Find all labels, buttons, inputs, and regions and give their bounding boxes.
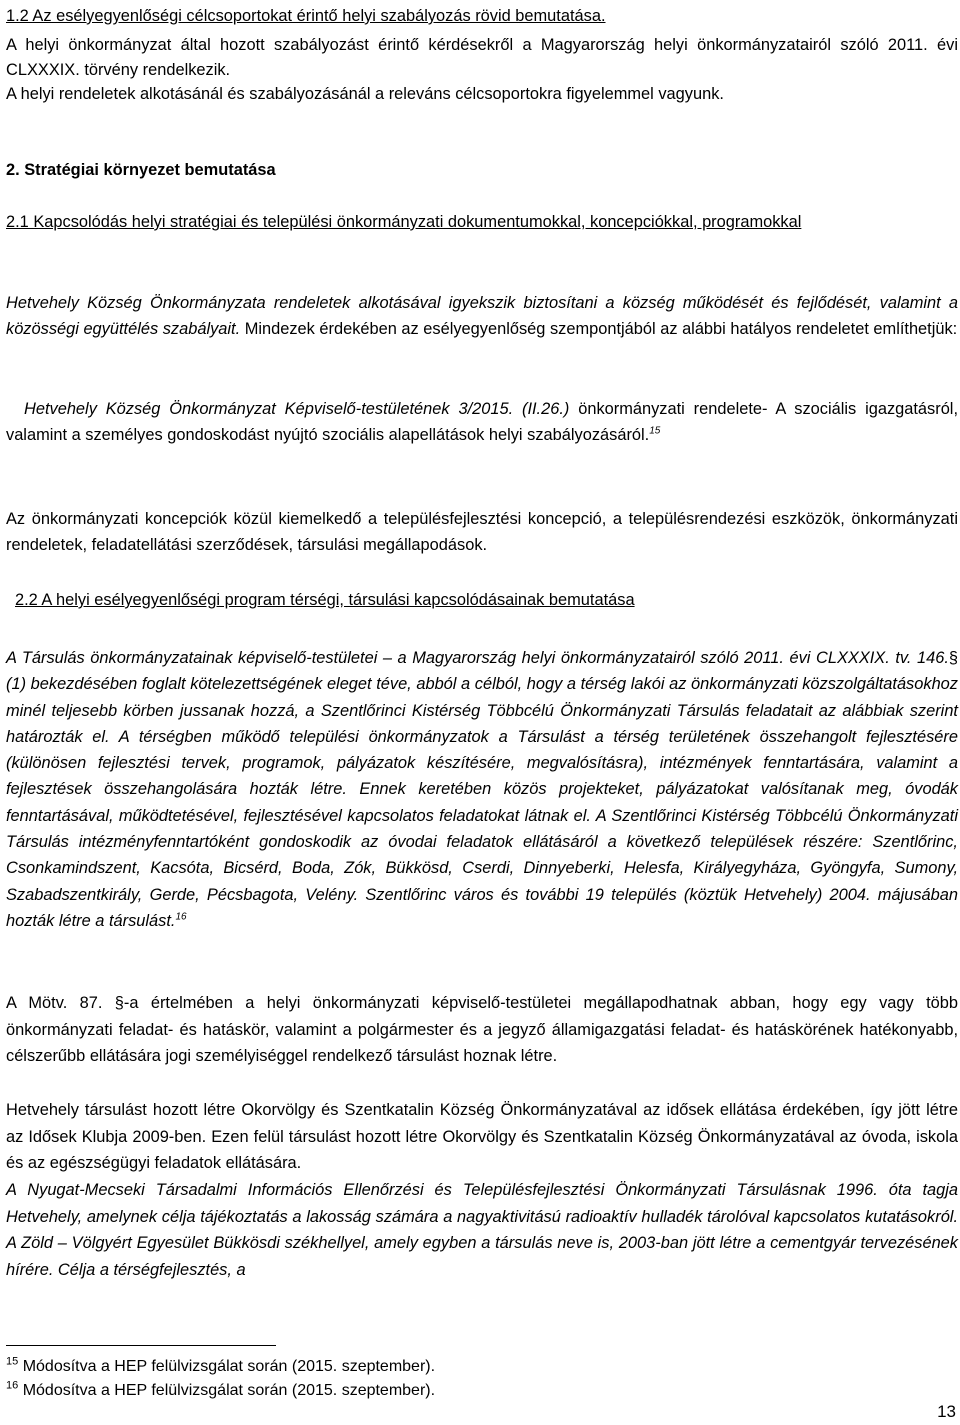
paragraph-concepts: Az önkormányzati koncepciók közül kiemelkedő a településfejlesztési koncepció, a településrendezési eszközök, önkormányzati rendeletek, feladatellátási szerződések, társulási megállapodások.	[6, 510, 958, 554]
section-heading-2-2: 2.2 A helyi esélyegyenlőségi program térségi, társulási kapcsolódásainak bemutatása	[15, 591, 635, 609]
paragraph-motv: A Mötv. 87. §-a értelmében a helyi önkormányzati képviselő-testületei megállapodhatnak abban, hogy egy vagy több önkormányzati feladat- és hatáskör, valamint a polgármester és a jegyző államigazgatási feladat- és hatáskörének hatékonyabb, célszerűbb ellátására jogi személyiséggel rendelkező társulást hoznak létre.	[6, 994, 958, 1065]
footnote-ref-16[interactable]: 16	[175, 911, 187, 923]
section-heading-2: 2. Stratégiai környezet bemutatása	[6, 161, 276, 179]
footnotes	[6, 1355, 906, 1403]
footnote-16-text: Módosítva a HEP felülvizsgálat során (2015. szeptember).	[22, 1382, 436, 1399]
paragraph-local-regulations: A helyi rendeletek alkotásánál és szabályozásánál a releváns célcsoportokra figyelemmel vagyunk.	[6, 85, 724, 103]
footnote-15	[6, 1355, 906, 1379]
decree-normal: önkormányzati rendelete- A szociális igazgatásról, valamint a személyes gondoskodást nyújtó szociális alapellátások helyi szabályozásáról.	[6, 400, 958, 444]
page-number: 13	[937, 1402, 956, 1421]
village-regulations-normal: Mindezek érdekében az esélyegyenlőség szempontjából az alábbi hatályos rendeletet említhetjük:	[240, 320, 958, 338]
paragraph-association	[6, 645, 958, 934]
association-part-f: Szentlőrinc város és további 19 település (köztük Hetvehely) 2004. májusában hozták létre a társulást.	[6, 885, 958, 930]
paragraph-hetvehely-associations: Hetvehely társulást hozott létre Okorvölgy és Szentkatalin Község Önkormányzatával az idősek ellátása érdekében, így jött létre az Idősek Klubja 2009-ben. Ezen felül társulást hozott létre Okorvölgy és Szentkatalin Község Önkormányzatával az óvoda, iskola és az egészségügyi feladatok ellátására.	[6, 1101, 958, 1172]
footnote-divider	[6, 1345, 276, 1346]
footnote-15-text: Módosítva a HEP felülvizsgálat során (2015. szeptember).	[22, 1358, 436, 1375]
paragraph-decree-reference	[6, 396, 958, 448]
association-part-e: A Szentlőrinci Kistérség Többcélú Önkormányzati Társulás intézményfenntartóként gondoskodik az óvodai feladatok ellátásáról a következő települések részére: Szentlőrinc, Csonkamindszent, Kacsóta, Bicsérd, Boda, Zók, Bükkösd, Cserdi, Dinnyeberki, Helesfa, Királyegyháza, Gyöngyfa, Sumony, Szabadszentkirály, Gerde, Pécsbagota, Velény.	[6, 806, 958, 904]
decree-italic: Hetvehely Község Önkormányzat Képviselő-testületének 3/2015. (II.26.)	[24, 400, 570, 418]
footnote-16-number: 16	[6, 1379, 19, 1392]
paragraph-village-regulations	[6, 290, 958, 342]
association-part-a: A Társulás önkormányzatainak képviselő-testületei – a Magyarország helyi önkormányzatairól szóló 2011. évi CLXXXIX. tv. 146.	[6, 649, 949, 667]
village-regulations-italic: Hetvehely Község Önkormányzata rendeletek alkotásával igyekszik biztosítani a község működését és fejlődését, valamint a közösségi együttélés szabályait.	[6, 294, 958, 338]
section-heading-1-2: 1.2 Az esélyegyenlőségi célcsoportokat érintő helyi szabályozás rövid bemutatása.	[6, 7, 606, 25]
association-section-sign: §	[948, 649, 958, 667]
association-part-c: A térségben működő települési önkormányzatok a Társulást a térség területének összehangolt fejlesztésére (különösen fejlesztési tervek, programok, pályázatok készítésére, megvalósításra), intézmények fenntartására, valamint a fejlesztések összehangolására hozták létre.	[6, 727, 958, 799]
paragraph-nyugat-mecseki: A Nyugat-Mecseki Társadalmi Információs Ellenőrzési és Településfejlesztési Önkormányzati Társulásnak 1996. óta tagja Hetvehely, amelynek célja tájékoztatás a lakosság számára a nagyaktivitású radioaktív hulladék tárolóval kapcsolatos kutatásokról. A Zöld – Völgyért Egyesület Bükkösdi székhellyel, amely egyben a társulás neve is, 2003-ban jött létre a cementgyár tervezésének hírére. Célja a térségfejlesztés, a	[6, 1181, 958, 1279]
paragraph-law-reference: A helyi önkormányzat által hozott szabályozást érintő kérdésekről a Magyarország helyi önkormányzatairól szóló 2011. évi CLXXXIX. törvény rendelkezik.	[6, 36, 958, 79]
association-part-d: Ennek keretében közös projekteket, pályázatokat valósítanak meg, óvodák fenntartásával, működtetésével, fejlesztésével kapcsolatos feladatokat látnak el.	[6, 780, 958, 825]
footnote-15-number: 15	[6, 1355, 19, 1368]
footnote-ref-15[interactable]: 15	[649, 425, 661, 437]
footnote-16	[6, 1379, 906, 1403]
section-heading-2-1: 2.1 Kapcsolódás helyi stratégiai és települési önkormányzati dokumentumokkal, koncepciókkal, programokkal	[6, 213, 802, 231]
association-part-b: (1) bekezdésében foglalt kötelezettségének eleget téve, abból a célból, hogy a térség lakói az önkormányzati közszolgáltatásokhoz minél teljesebb körben jussanak hozzá, a Szentlőrinci Kistérség Többcélú Önkormányzati Társulás feladatait az alábbiak szerint határozták el.	[6, 675, 958, 746]
